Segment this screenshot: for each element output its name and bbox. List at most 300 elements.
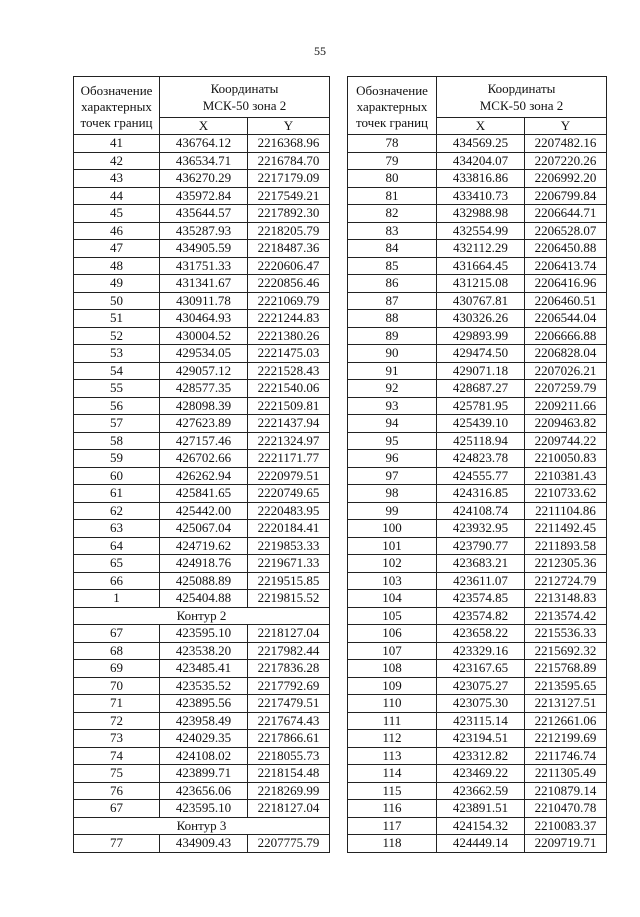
coord-y: 2219515.85 — [248, 572, 330, 590]
coord-x: 423891.51 — [437, 800, 525, 818]
coord-y: 2211104.86 — [525, 502, 607, 520]
point-number: 45 — [74, 205, 160, 223]
table-row — [74, 345, 330, 363]
header-label-line3: точек границ — [80, 115, 153, 130]
table-row — [348, 187, 607, 205]
point-number: 91 — [348, 362, 437, 380]
coord-x: 432554.99 — [437, 222, 525, 240]
coord-y: 2215692.32 — [525, 642, 607, 660]
coord-x: 425781.95 — [437, 397, 525, 415]
table-row — [74, 625, 330, 643]
header-label-line3: точек границ — [355, 115, 429, 130]
coord-y: 2218055.73 — [248, 747, 330, 765]
coord-y: 2217892.30 — [248, 205, 330, 223]
coord-y: 2206460.51 — [525, 292, 607, 310]
contour-row — [74, 607, 330, 625]
point-number: 106 — [348, 625, 437, 643]
table-row — [74, 502, 330, 520]
coord-y: 2210879.14 — [525, 782, 607, 800]
coord-y: 2218487.36 — [248, 240, 330, 258]
coord-x: 423115.14 — [437, 712, 525, 730]
table-row — [348, 467, 607, 485]
coord-y: 2206413.74 — [525, 257, 607, 275]
point-number: 93 — [348, 397, 437, 415]
coord-x: 430464.93 — [160, 310, 248, 328]
point-number: 54 — [74, 362, 160, 380]
coord-y: 2206666.88 — [525, 327, 607, 345]
coord-x: 423075.27 — [437, 677, 525, 695]
point-number: 47 — [74, 240, 160, 258]
table-row — [348, 257, 607, 275]
table-row — [348, 677, 607, 695]
table-row — [348, 502, 607, 520]
coord-x: 426262.94 — [160, 467, 248, 485]
coord-y: 2206544.04 — [525, 310, 607, 328]
coord-x: 428098.39 — [160, 397, 248, 415]
header-coordinates — [160, 77, 330, 118]
coord-x: 423595.10 — [160, 625, 248, 643]
point-number: 57 — [74, 415, 160, 433]
table-row — [348, 642, 607, 660]
coord-y: 2211893.58 — [525, 537, 607, 555]
table-row — [74, 555, 330, 573]
point-number: 68 — [74, 642, 160, 660]
coord-x: 424719.62 — [160, 537, 248, 555]
header-y: Y — [525, 118, 607, 135]
table-row — [348, 432, 607, 450]
point-number: 78 — [348, 135, 437, 153]
point-number: 117 — [348, 817, 437, 835]
coord-y: 2207482.16 — [525, 135, 607, 153]
table-row — [348, 362, 607, 380]
point-number: 58 — [74, 432, 160, 450]
table-row — [348, 415, 607, 433]
point-number: 62 — [74, 502, 160, 520]
coord-y: 2220749.65 — [248, 485, 330, 503]
point-number: 104 — [348, 590, 437, 608]
table-body-left — [74, 135, 330, 853]
table-row — [348, 660, 607, 678]
table-row — [348, 607, 607, 625]
point-number: 108 — [348, 660, 437, 678]
coord-y: 2213127.51 — [525, 695, 607, 713]
coord-x: 423932.95 — [437, 520, 525, 538]
point-number: 114 — [348, 765, 437, 783]
coord-y: 2210381.43 — [525, 467, 607, 485]
coord-y: 2215536.33 — [525, 625, 607, 643]
coord-y: 2215768.89 — [525, 660, 607, 678]
point-number: 103 — [348, 572, 437, 590]
point-number: 48 — [74, 257, 160, 275]
coord-x: 425118.94 — [437, 432, 525, 450]
coord-y: 2209211.66 — [525, 397, 607, 415]
coord-x: 423329.16 — [437, 642, 525, 660]
table-row — [74, 292, 330, 310]
coord-x: 424449.14 — [437, 835, 525, 853]
table-row — [74, 170, 330, 188]
point-number: 42 — [74, 152, 160, 170]
coord-x: 423611.07 — [437, 572, 525, 590]
coord-y: 2206450.88 — [525, 240, 607, 258]
coord-y: 2206799.84 — [525, 187, 607, 205]
point-number: 84 — [348, 240, 437, 258]
table-row — [348, 152, 607, 170]
coord-y: 2210733.62 — [525, 485, 607, 503]
coord-x: 428687.27 — [437, 380, 525, 398]
coord-x: 431664.45 — [437, 257, 525, 275]
table-row — [74, 730, 330, 748]
coord-x: 425841.65 — [160, 485, 248, 503]
coordinates-table-right — [347, 76, 607, 853]
table-row — [74, 450, 330, 468]
coord-x: 434905.59 — [160, 240, 248, 258]
coord-x: 425067.04 — [160, 520, 248, 538]
contour-label: Контур 2 — [74, 607, 330, 625]
table-row — [348, 380, 607, 398]
coord-y: 2218269.99 — [248, 782, 330, 800]
point-number: 64 — [74, 537, 160, 555]
table-row — [348, 625, 607, 643]
table-row — [348, 695, 607, 713]
table-row — [348, 205, 607, 223]
coord-x: 431751.33 — [160, 257, 248, 275]
coord-y: 2218127.04 — [248, 625, 330, 643]
table-row — [348, 590, 607, 608]
table-row — [74, 800, 330, 818]
point-number: 90 — [348, 345, 437, 363]
table-row — [74, 642, 330, 660]
table-row — [74, 152, 330, 170]
point-number: 94 — [348, 415, 437, 433]
point-number: 80 — [348, 170, 437, 188]
point-number: 102 — [348, 555, 437, 573]
coord-x: 423312.82 — [437, 747, 525, 765]
coord-y: 2217866.61 — [248, 730, 330, 748]
point-number: 77 — [74, 835, 160, 853]
coord-y: 2212661.06 — [525, 712, 607, 730]
coord-y: 2216784.70 — [248, 152, 330, 170]
point-number: 87 — [348, 292, 437, 310]
point-number: 95 — [348, 432, 437, 450]
point-number: 107 — [348, 642, 437, 660]
point-number: 51 — [74, 310, 160, 328]
table-row — [348, 345, 607, 363]
point-number: 83 — [348, 222, 437, 240]
coord-x: 430326.26 — [437, 310, 525, 328]
table-row — [74, 765, 330, 783]
coord-x: 432112.29 — [437, 240, 525, 258]
coord-y: 2221509.81 — [248, 397, 330, 415]
coord-x: 428577.35 — [160, 380, 248, 398]
coord-y: 2210083.37 — [525, 817, 607, 835]
point-number: 59 — [74, 450, 160, 468]
point-number: 66 — [74, 572, 160, 590]
point-number: 101 — [348, 537, 437, 555]
coord-x: 436534.71 — [160, 152, 248, 170]
coord-y: 2207259.79 — [525, 380, 607, 398]
point-number: 67 — [74, 800, 160, 818]
header-label-line1: Обозначение — [80, 83, 153, 98]
header-label-line2: характерных — [356, 99, 428, 114]
coord-y: 2217982.44 — [248, 642, 330, 660]
coord-y: 2221437.94 — [248, 415, 330, 433]
table-row — [348, 800, 607, 818]
coord-y: 2210470.78 — [525, 800, 607, 818]
coord-x: 429057.12 — [160, 362, 248, 380]
table-row — [74, 572, 330, 590]
coord-y: 2221528.43 — [248, 362, 330, 380]
point-number: 74 — [74, 747, 160, 765]
coord-x: 423662.59 — [437, 782, 525, 800]
coord-y: 2220979.51 — [248, 467, 330, 485]
coord-x: 424555.77 — [437, 467, 525, 485]
point-number: 46 — [74, 222, 160, 240]
table-row — [74, 782, 330, 800]
table-row — [348, 397, 607, 415]
coord-y: 2206416.96 — [525, 275, 607, 293]
coord-x: 429071.18 — [437, 362, 525, 380]
table-row — [74, 712, 330, 730]
coord-y: 2212724.79 — [525, 572, 607, 590]
header-y: Y — [248, 118, 330, 135]
table-row — [74, 240, 330, 258]
coord-x: 436764.12 — [160, 135, 248, 153]
point-number: 115 — [348, 782, 437, 800]
coord-x: 433410.73 — [437, 187, 525, 205]
point-number: 113 — [348, 747, 437, 765]
table-row — [74, 485, 330, 503]
coord-y: 2206828.04 — [525, 345, 607, 363]
coord-y: 2219671.33 — [248, 555, 330, 573]
table-row — [74, 695, 330, 713]
point-number: 71 — [74, 695, 160, 713]
header-point-label — [74, 77, 160, 135]
point-number: 96 — [348, 450, 437, 468]
header-point-label — [348, 77, 437, 135]
table-row — [348, 275, 607, 293]
coord-x: 433816.86 — [437, 170, 525, 188]
coord-x: 429474.50 — [437, 345, 525, 363]
coord-y: 2211492.45 — [525, 520, 607, 538]
coord-y: 2221475.03 — [248, 345, 330, 363]
point-number: 75 — [74, 765, 160, 783]
coord-x: 435972.84 — [160, 187, 248, 205]
header-x: X — [160, 118, 248, 135]
point-number: 105 — [348, 607, 437, 625]
coord-x: 423194.51 — [437, 730, 525, 748]
point-number: 55 — [74, 380, 160, 398]
coord-y: 2206992.20 — [525, 170, 607, 188]
point-number: 76 — [74, 782, 160, 800]
point-number: 69 — [74, 660, 160, 678]
coord-x: 435644.57 — [160, 205, 248, 223]
coord-x: 423167.65 — [437, 660, 525, 678]
table-row — [74, 660, 330, 678]
coord-x: 432988.98 — [437, 205, 525, 223]
point-number: 82 — [348, 205, 437, 223]
coord-y: 2209463.82 — [525, 415, 607, 433]
coord-x: 423538.20 — [160, 642, 248, 660]
coord-y: 2217179.09 — [248, 170, 330, 188]
table-row — [74, 432, 330, 450]
coord-x: 424108.02 — [160, 747, 248, 765]
coord-y: 2209744.22 — [525, 432, 607, 450]
point-number: 60 — [74, 467, 160, 485]
table-row — [348, 730, 607, 748]
table-row — [348, 835, 607, 853]
table-row — [348, 485, 607, 503]
header-coordinates — [437, 77, 607, 118]
coord-x: 425088.89 — [160, 572, 248, 590]
coord-x: 424918.76 — [160, 555, 248, 573]
point-number: 41 — [74, 135, 160, 153]
table-row — [74, 362, 330, 380]
point-number: 70 — [74, 677, 160, 695]
table-row — [348, 170, 607, 188]
coord-y: 2211746.74 — [525, 747, 607, 765]
coord-x: 425442.00 — [160, 502, 248, 520]
coord-y: 2213148.83 — [525, 590, 607, 608]
table-row — [74, 327, 330, 345]
table-row — [348, 817, 607, 835]
coord-y: 2217549.21 — [248, 187, 330, 205]
point-number: 97 — [348, 467, 437, 485]
header-coords-line2: МСК-50 зона 2 — [479, 98, 564, 113]
point-number: 118 — [348, 835, 437, 853]
table-row — [74, 537, 330, 555]
coord-y: 2221171.77 — [248, 450, 330, 468]
coord-x: 430004.52 — [160, 327, 248, 345]
point-number: 63 — [74, 520, 160, 538]
coord-y: 2219815.52 — [248, 590, 330, 608]
coord-x: 429893.99 — [437, 327, 525, 345]
point-number: 109 — [348, 677, 437, 695]
coord-y: 2221244.83 — [248, 310, 330, 328]
coord-x: 423790.77 — [437, 537, 525, 555]
coord-y: 2221069.79 — [248, 292, 330, 310]
coord-y: 2210050.83 — [525, 450, 607, 468]
coord-x: 429534.05 — [160, 345, 248, 363]
table-row — [74, 397, 330, 415]
coord-y: 2220483.95 — [248, 502, 330, 520]
contour-label: Контур 3 — [74, 817, 330, 835]
coord-y: 2218205.79 — [248, 222, 330, 240]
point-number: 112 — [348, 730, 437, 748]
point-number: 92 — [348, 380, 437, 398]
point-number: 44 — [74, 187, 160, 205]
coord-x: 434909.43 — [160, 835, 248, 853]
coord-y: 2209719.71 — [525, 835, 607, 853]
coord-x: 425404.88 — [160, 590, 248, 608]
point-number: 61 — [74, 485, 160, 503]
coord-x: 424823.78 — [437, 450, 525, 468]
coord-y: 2212305.36 — [525, 555, 607, 573]
point-number: 72 — [74, 712, 160, 730]
table-row — [348, 222, 607, 240]
coord-y: 2216368.96 — [248, 135, 330, 153]
coord-x: 423469.22 — [437, 765, 525, 783]
coord-x: 423899.71 — [160, 765, 248, 783]
point-number: 111 — [348, 712, 437, 730]
coord-x: 423075.30 — [437, 695, 525, 713]
table-row — [74, 520, 330, 538]
table-row — [74, 187, 330, 205]
coord-x: 430767.81 — [437, 292, 525, 310]
coord-y: 2219853.33 — [248, 537, 330, 555]
coord-x: 423535.52 — [160, 677, 248, 695]
coord-x: 434569.25 — [437, 135, 525, 153]
point-number: 53 — [74, 345, 160, 363]
coord-x: 423595.10 — [160, 800, 248, 818]
table-row — [74, 747, 330, 765]
point-number: 100 — [348, 520, 437, 538]
table-row — [348, 537, 607, 555]
header-coords-line2: МСК-50 зона 2 — [202, 98, 287, 113]
point-number: 52 — [74, 327, 160, 345]
table-row — [74, 677, 330, 695]
point-number: 50 — [74, 292, 160, 310]
coord-x: 427623.89 — [160, 415, 248, 433]
coord-y: 2217674.43 — [248, 712, 330, 730]
coord-y: 2213574.42 — [525, 607, 607, 625]
coord-x: 424316.85 — [437, 485, 525, 503]
table-row — [74, 257, 330, 275]
table-row — [348, 765, 607, 783]
coord-y: 2207026.21 — [525, 362, 607, 380]
coord-y: 2220606.47 — [248, 257, 330, 275]
coord-x: 424108.74 — [437, 502, 525, 520]
table-row — [348, 292, 607, 310]
coord-y: 2206644.71 — [525, 205, 607, 223]
point-number: 73 — [74, 730, 160, 748]
point-number: 43 — [74, 170, 160, 188]
table-row — [74, 590, 330, 608]
coord-x: 423958.49 — [160, 712, 248, 730]
coord-x: 431215.08 — [437, 275, 525, 293]
coord-x: 423683.21 — [437, 555, 525, 573]
coord-y: 2207220.26 — [525, 152, 607, 170]
point-number: 65 — [74, 555, 160, 573]
header-coords-line1: Координаты — [487, 81, 556, 96]
point-number: 99 — [348, 502, 437, 520]
table-row — [348, 520, 607, 538]
table-row — [348, 712, 607, 730]
table-row — [348, 555, 607, 573]
coord-x: 423895.56 — [160, 695, 248, 713]
coord-y: 2221324.97 — [248, 432, 330, 450]
point-number: 116 — [348, 800, 437, 818]
point-number: 79 — [348, 152, 437, 170]
coord-x: 423485.41 — [160, 660, 248, 678]
coord-y: 2218127.04 — [248, 800, 330, 818]
coord-y: 2213595.65 — [525, 677, 607, 695]
header-coords-line1: Координаты — [210, 81, 279, 96]
table-row — [74, 380, 330, 398]
contour-row — [74, 817, 330, 835]
table-row — [74, 222, 330, 240]
point-number: 67 — [74, 625, 160, 643]
coord-y: 2206528.07 — [525, 222, 607, 240]
point-number: 89 — [348, 327, 437, 345]
coord-y: 2211305.49 — [525, 765, 607, 783]
coord-x: 425439.10 — [437, 415, 525, 433]
point-number: 1 — [74, 590, 160, 608]
table-row — [74, 835, 330, 853]
coord-y: 2217836.28 — [248, 660, 330, 678]
point-number: 81 — [348, 187, 437, 205]
coord-y: 2220856.46 — [248, 275, 330, 293]
point-number: 86 — [348, 275, 437, 293]
